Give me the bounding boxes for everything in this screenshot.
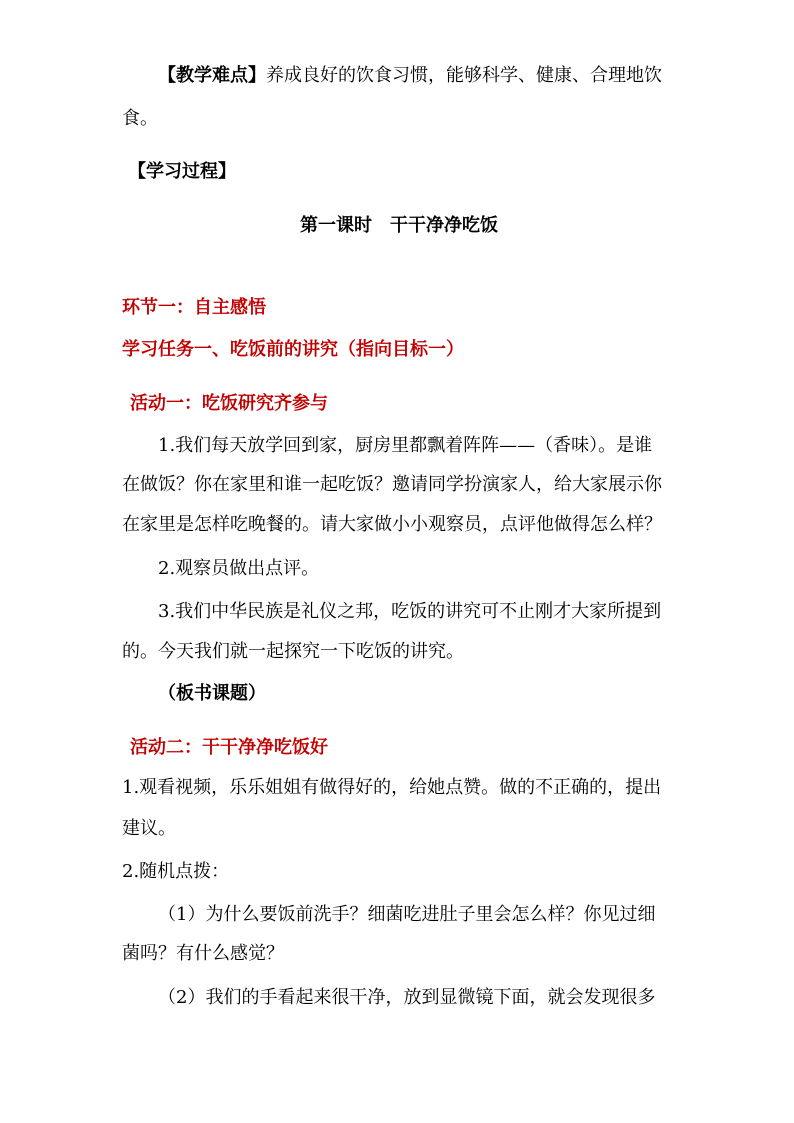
activity2-p1-line1: 1.观看视频，乐乐姐姐有做得好的，给她点赞。做的不正确的，提出 <box>122 777 662 798</box>
difficulty-text-1: 养成良好的饮食习惯，能够科学、健康、合理地饮 <box>266 65 662 86</box>
activity2-p1-line2: 建议。 <box>122 818 176 839</box>
activity1-p2: 2.观察员做出点评。 <box>158 558 320 579</box>
activity2-q1-line1: （1）为什么要饭前洗手？细菌吃进肚子里会怎么样？你见过细 <box>158 904 656 925</box>
lesson-title: 第一课时 干干净净吃饭 <box>300 215 498 236</box>
board-note: （板书课题） <box>158 683 266 704</box>
process-heading: 【学习过程】 <box>128 161 236 182</box>
activity2-p2: 2.随机点拨： <box>122 861 230 882</box>
activity2-q1-line2: 菌吗？有什么感觉？ <box>122 943 284 964</box>
difficulty-line-1 <box>158 64 662 88</box>
activity2-heading: 活动二：干干净净吃饭好 <box>130 737 328 758</box>
activity1-heading: 活动一：吃饭研究齐参与 <box>130 393 328 414</box>
activity2-q2-line1: （2）我们的手看起来很干净，放到显微镜下面，就会发现很多 <box>158 987 656 1008</box>
activity1-p1-line2: 在做饭？你在家里和谁一起吃饭？邀请同学扮演家人，给大家展示你 <box>122 474 662 495</box>
activity1-p1-line3: 在家里是怎样吃晚餐的。请大家做小小观察员，点评他做得怎么样？ <box>122 514 662 535</box>
activity1-p3-line2: 的。今天我们就一起探究一下吃饭的讲究。 <box>122 641 464 662</box>
task1-heading: 学习任务一、吃饭前的讲究（指向目标一） <box>122 339 464 360</box>
difficulty-label: 【教学难点】 <box>158 65 266 86</box>
section1-heading: 环节一：自主感悟 <box>122 297 266 318</box>
activity1-p3-line1: 3.我们中华民族是礼仪之邦，吃饭的讲究可不止刚才大家所提到 <box>158 601 662 622</box>
activity1-p1-line1: 1.我们每天放学回到家，厨房里都飘着阵阵——（香味）。是谁 <box>158 435 653 456</box>
difficulty-line-2: 食。 <box>122 108 158 129</box>
